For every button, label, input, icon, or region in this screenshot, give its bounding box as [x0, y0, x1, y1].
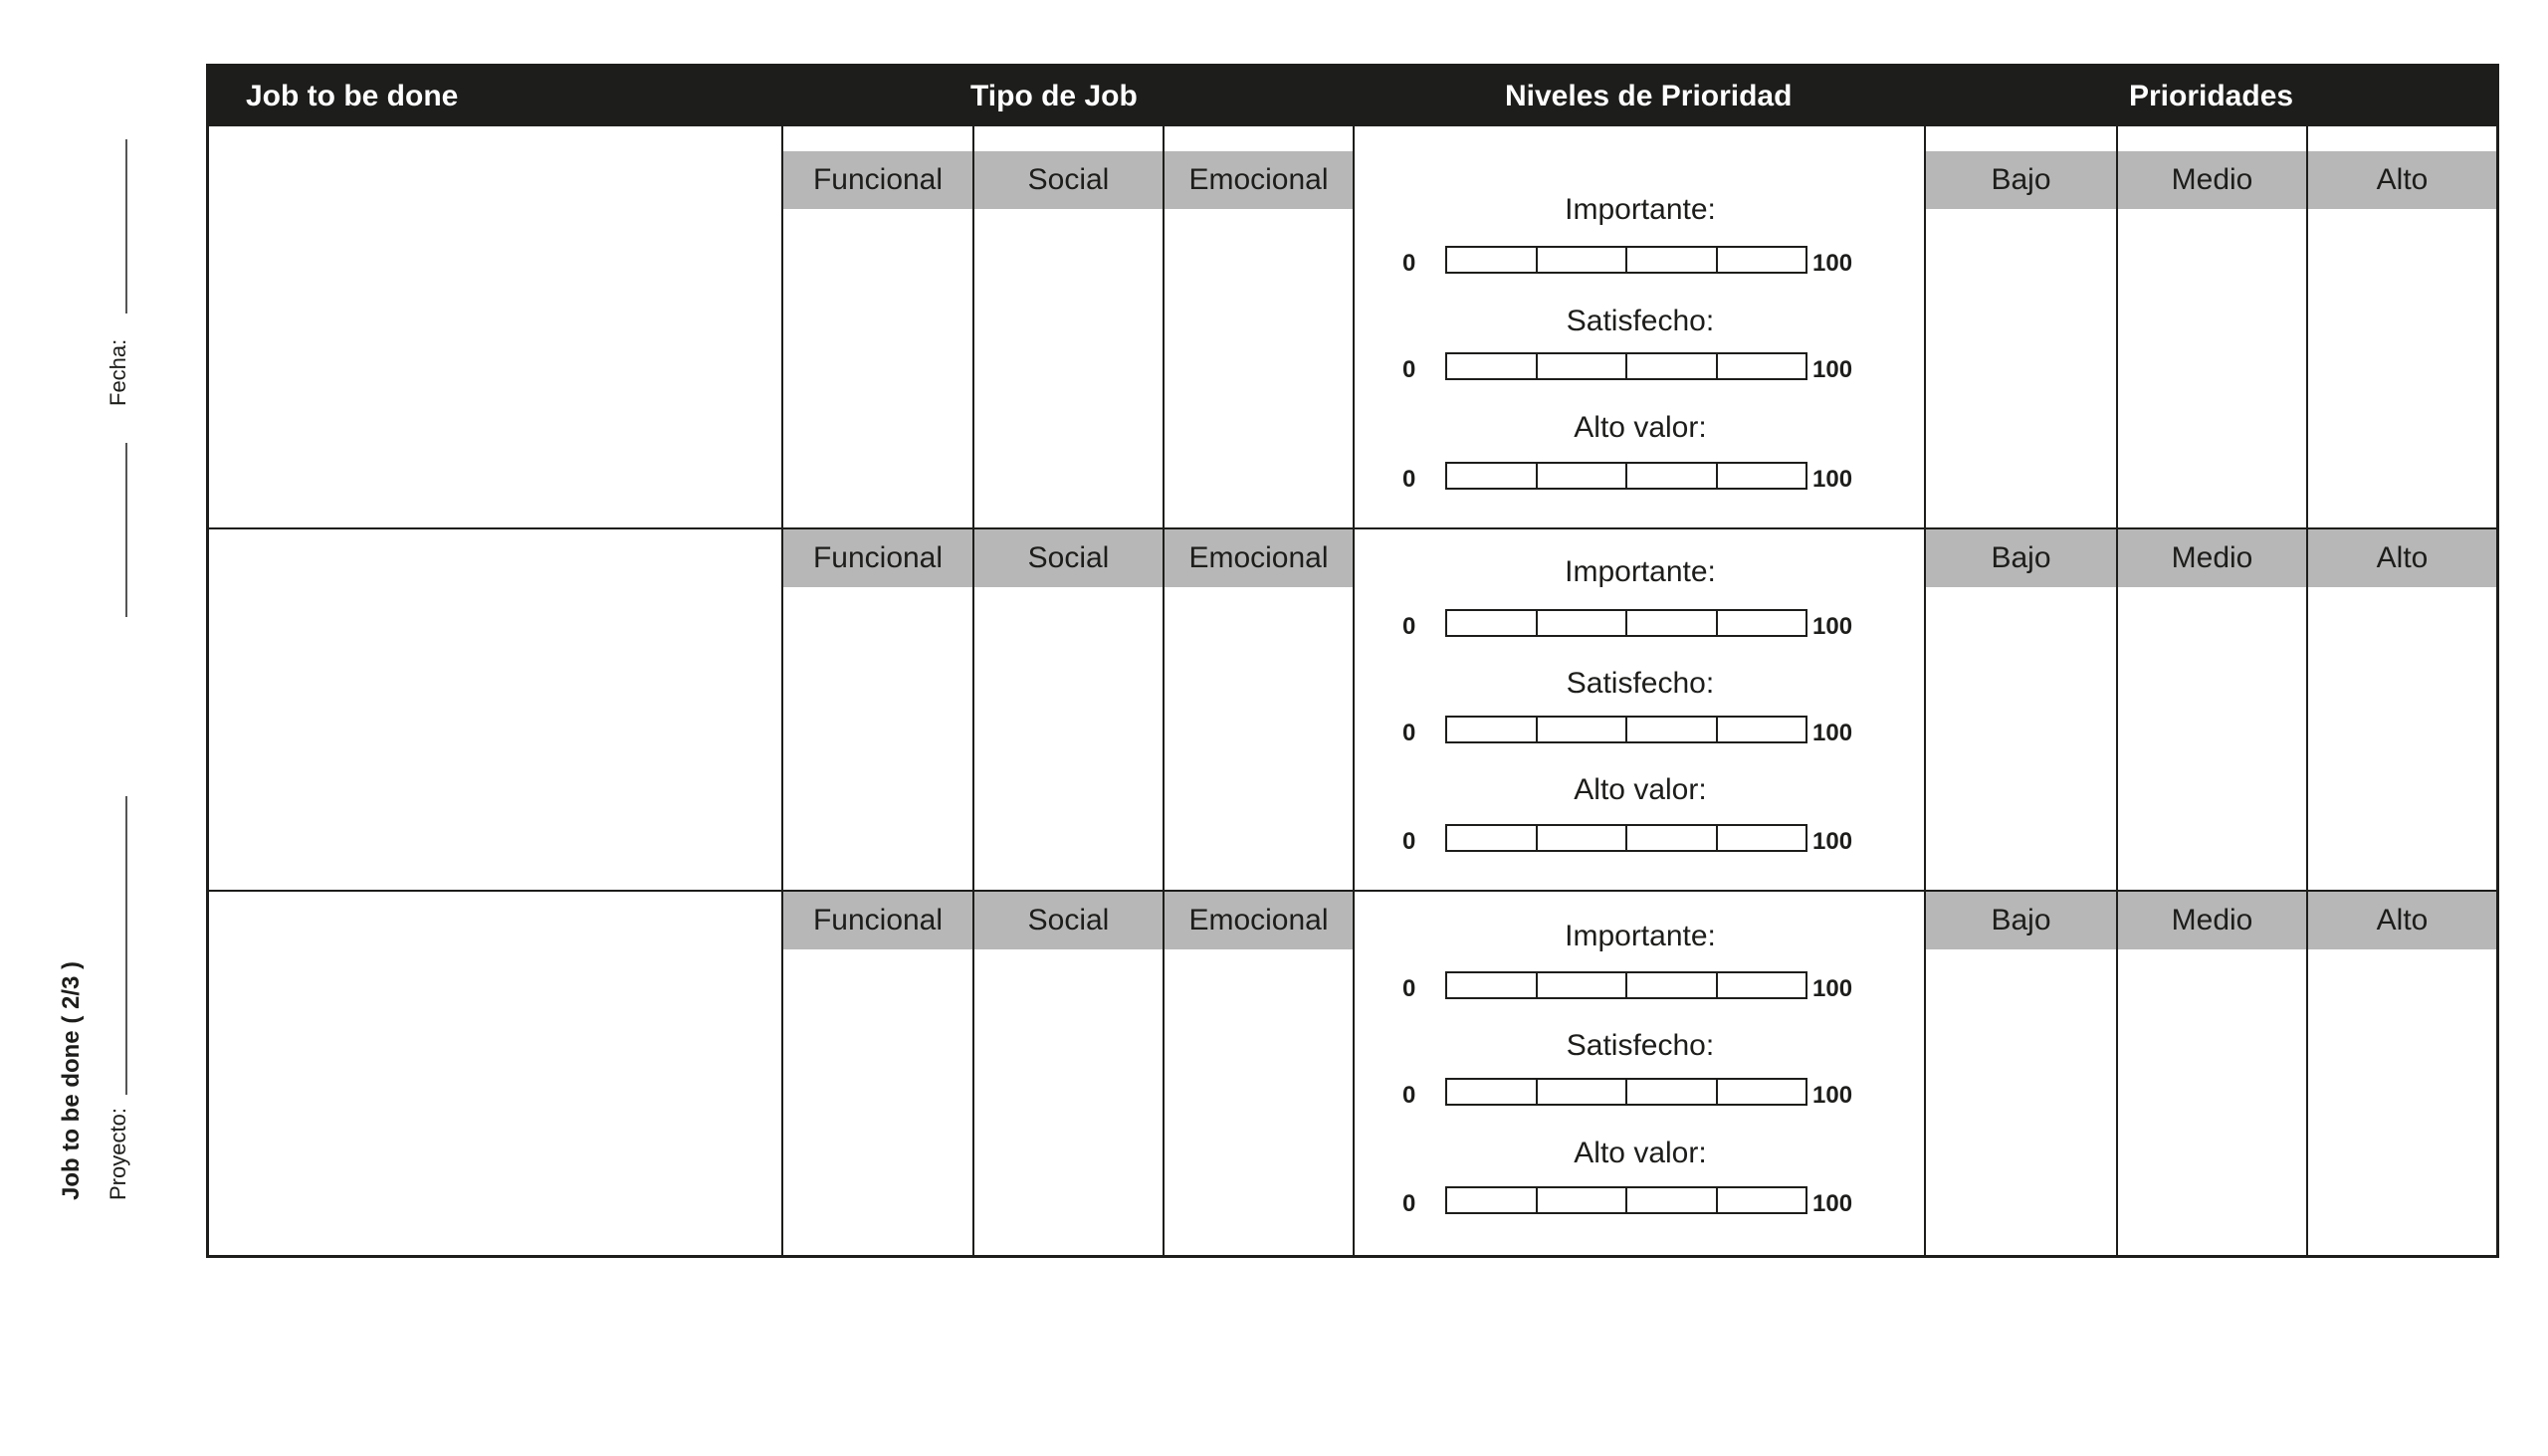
scale-max: 100	[1812, 1082, 1853, 1109]
scale-max: 100	[1812, 1190, 1853, 1217]
prioridad-medio[interactable]: Medio	[2118, 151, 2306, 209]
prioridad-alto[interactable]: Alto	[2308, 151, 2496, 209]
tipo-emocional[interactable]: Emocional	[1165, 892, 1353, 949]
satisfecho-scale[interactable]	[1402, 716, 1860, 745]
scale-bar[interactable]	[1445, 716, 1807, 743]
tipo-social[interactable]: Social	[974, 892, 1163, 949]
nivel-importante-label: Importante:	[1565, 555, 1716, 588]
alto-valor-scale[interactable]	[1402, 1186, 1860, 1216]
fecha-line-bottom	[125, 443, 127, 617]
scale-min: 0	[1402, 975, 1416, 1002]
nivel-alto-valor-label: Alto valor:	[1574, 411, 1707, 444]
job-description-cell[interactable]	[209, 892, 780, 1258]
scale-max: 100	[1812, 828, 1853, 855]
job-description-cell[interactable]	[209, 529, 780, 890]
tipo-social[interactable]: Social	[974, 529, 1163, 587]
nivel-importante-label: Importante:	[1565, 920, 1716, 952]
scale-min: 0	[1402, 250, 1416, 277]
scale-max: 100	[1812, 356, 1853, 383]
scale-min: 0	[1402, 613, 1416, 640]
scale-max: 100	[1812, 975, 1853, 1002]
prioridad-alto[interactable]: Alto	[2308, 892, 2496, 949]
scale-bar[interactable]	[1445, 1078, 1807, 1106]
tipo-emocional[interactable]: Emocional	[1165, 151, 1353, 209]
job-row	[209, 892, 2496, 1258]
jtbd-table	[206, 64, 2499, 1258]
importante-scale[interactable]	[1402, 609, 1860, 639]
alto-valor-scale[interactable]	[1402, 824, 1860, 854]
nivel-alto-valor-label: Alto valor:	[1574, 1137, 1707, 1169]
prioridad-bajo[interactable]: Bajo	[1926, 151, 2116, 209]
scale-min: 0	[1402, 720, 1416, 746]
scale-min: 0	[1402, 1190, 1416, 1217]
header-tipo: Tipo de Job	[970, 80, 1138, 112]
scale-bar[interactable]	[1445, 246, 1807, 274]
scale-bar[interactable]	[1445, 1186, 1807, 1214]
tipo-funcional[interactable]: Funcional	[783, 151, 972, 209]
scale-max: 100	[1812, 720, 1853, 746]
tipo-funcional[interactable]: Funcional	[783, 529, 972, 587]
nivel-satisfecho-label: Satisfecho:	[1566, 1029, 1715, 1062]
scale-max: 100	[1812, 466, 1853, 493]
prioridad-bajo[interactable]: Bajo	[1926, 529, 2116, 587]
scale-min: 0	[1402, 466, 1416, 493]
scale-bar[interactable]	[1445, 352, 1807, 380]
scale-min: 0	[1402, 828, 1416, 855]
proyecto-line	[125, 796, 127, 1095]
importante-scale[interactable]	[1402, 246, 1860, 276]
prioridad-medio[interactable]: Medio	[2118, 892, 2306, 949]
prioridad-bajo[interactable]: Bajo	[1926, 892, 2116, 949]
prioridad-medio[interactable]: Medio	[2118, 529, 2306, 587]
satisfecho-scale[interactable]	[1402, 1078, 1860, 1108]
tipo-funcional[interactable]: Funcional	[783, 892, 972, 949]
prioridad-alto[interactable]: Alto	[2308, 529, 2496, 587]
job-row	[209, 126, 2496, 527]
nivel-satisfecho-label: Satisfecho:	[1566, 305, 1715, 337]
nivel-alto-valor-label: Alto valor:	[1574, 773, 1707, 806]
tipo-social[interactable]: Social	[974, 151, 1163, 209]
nivel-satisfecho-label: Satisfecho:	[1566, 667, 1715, 700]
header-job: Job to be done	[246, 80, 459, 112]
tipo-emocional[interactable]: Emocional	[1165, 529, 1353, 587]
importante-scale[interactable]	[1402, 971, 1860, 1001]
alto-valor-scale[interactable]	[1402, 462, 1860, 492]
scale-bar[interactable]	[1445, 609, 1807, 637]
satisfecho-scale[interactable]	[1402, 352, 1860, 382]
header-niveles: Niveles de Prioridad	[1505, 80, 1793, 112]
scale-bar[interactable]	[1445, 971, 1807, 999]
scale-min: 0	[1402, 356, 1416, 383]
document-title: Job to be done ( 2/3 )	[58, 960, 85, 1200]
fecha-label: Fecha:	[106, 338, 130, 406]
fecha-line-top	[125, 139, 127, 313]
table-header	[209, 67, 2496, 126]
scale-max: 100	[1812, 250, 1853, 277]
job-row	[209, 529, 2496, 890]
header-prioridades: Prioridades	[2129, 80, 2294, 112]
proyecto-label: Proyecto:	[106, 1108, 130, 1200]
job-description-cell[interactable]	[209, 126, 780, 527]
nivel-importante-label: Importante:	[1565, 193, 1716, 226]
scale-min: 0	[1402, 1082, 1416, 1109]
scale-bar[interactable]	[1445, 824, 1807, 852]
scale-max: 100	[1812, 613, 1853, 640]
scale-bar[interactable]	[1445, 462, 1807, 490]
